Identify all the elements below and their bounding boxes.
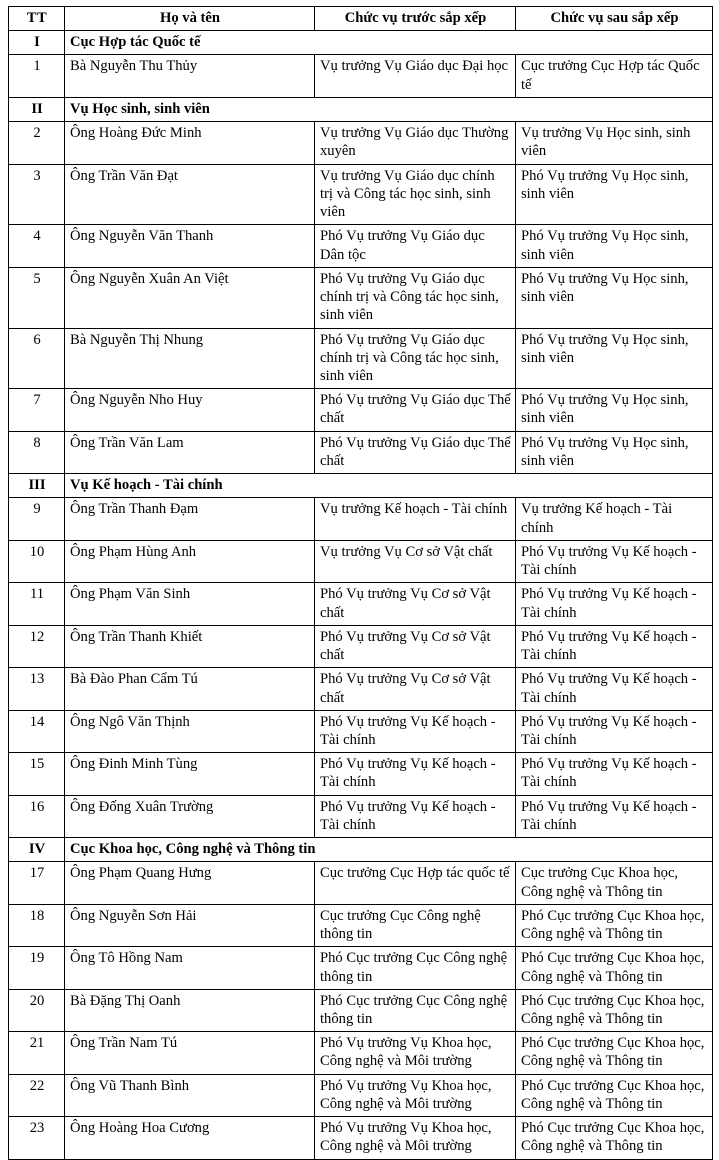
position-after: Phó Cục trưởng Cục Khoa học, Công nghệ và Thông tin <box>516 989 713 1031</box>
table-body <box>9 31 713 1159</box>
row-index: 1 <box>9 55 65 97</box>
position-before: Phó Vụ trưởng Vụ Giáo dục Thể chất <box>315 431 516 473</box>
row-index: 10 <box>9 540 65 582</box>
position-before: Vụ trưởng Vụ Giáo dục Đại học <box>315 55 516 97</box>
table-row <box>9 1074 713 1116</box>
column-header-position-before: Chức vụ trước sắp xếp <box>315 7 516 31</box>
table-row <box>9 540 713 582</box>
position-before: Phó Vụ trưởng Vụ Giáo dục Dân tộc <box>315 225 516 267</box>
row-index: 12 <box>9 625 65 667</box>
position-before: Vụ trưởng Vụ Giáo dục Thường xuyên <box>315 122 516 164</box>
row-index: 3 <box>9 164 65 225</box>
person-name: Ông Tô Hồng Nam <box>65 947 315 989</box>
row-index: 23 <box>9 1117 65 1159</box>
table-row <box>9 583 713 625</box>
position-after: Phó Vụ trưởng Vụ Học sinh, sinh viên <box>516 164 713 225</box>
group-numeral: III <box>9 474 65 498</box>
row-index: 11 <box>9 583 65 625</box>
row-index: 14 <box>9 710 65 752</box>
table-row <box>9 947 713 989</box>
person-name: Ông Phạm Văn Sinh <box>65 583 315 625</box>
position-before: Cục trưởng Cục Hợp tác quốc tế <box>315 862 516 904</box>
position-after: Phó Cục trưởng Cục Khoa học, Công nghệ và Thông tin <box>516 904 713 946</box>
position-after: Cục trưởng Cục Hợp tác Quốc tế <box>516 55 713 97</box>
row-index: 9 <box>9 498 65 540</box>
row-index: 17 <box>9 862 65 904</box>
table-row <box>9 389 713 431</box>
person-name: Bà Đặng Thị Oanh <box>65 989 315 1031</box>
position-after: Phó Vụ trưởng Vụ Kế hoạch - Tài chính <box>516 625 713 667</box>
position-before: Phó Vụ trưởng Vụ Khoa học, Công nghệ và Môi trường <box>315 1032 516 1074</box>
position-after: Cục trưởng Cục Khoa học, Công nghệ và Thông tin <box>516 862 713 904</box>
position-after: Phó Vụ trưởng Vụ Học sinh, sinh viên <box>516 431 713 473</box>
table-row <box>9 989 713 1031</box>
position-after: Phó Vụ trưởng Vụ Học sinh, sinh viên <box>516 328 713 389</box>
group-numeral: II <box>9 97 65 121</box>
position-before: Phó Cục trưởng Cục Công nghệ thông tin <box>315 989 516 1031</box>
table-row <box>9 710 713 752</box>
table-row <box>9 225 713 267</box>
position-before: Phó Vụ trưởng Vụ Cơ sở Vật chất <box>315 625 516 667</box>
table-row <box>9 431 713 473</box>
position-after: Phó Vụ trưởng Vụ Kế hoạch - Tài chính <box>516 753 713 795</box>
person-name: Ông Trần Nam Tú <box>65 1032 315 1074</box>
person-name: Ông Hoàng Đức Minh <box>65 122 315 164</box>
row-index: 7 <box>9 389 65 431</box>
row-index: 5 <box>9 267 65 328</box>
person-name: Ông Nguyễn Nho Huy <box>65 389 315 431</box>
position-after: Phó Cục trưởng Cục Khoa học, Công nghệ và Thông tin <box>516 1117 713 1159</box>
person-name: Ông Ngô Văn Thịnh <box>65 710 315 752</box>
person-name: Ông Nguyễn Sơn Hải <box>65 904 315 946</box>
row-index: 19 <box>9 947 65 989</box>
position-after: Phó Vụ trưởng Vụ Kế hoạch - Tài chính <box>516 583 713 625</box>
table-row <box>9 1032 713 1074</box>
person-name: Ông Trần Văn Đạt <box>65 164 315 225</box>
position-before: Vụ trưởng Kế hoạch - Tài chính <box>315 498 516 540</box>
row-index: 13 <box>9 668 65 710</box>
position-after: Phó Cục trưởng Cục Khoa học, Công nghệ và Thông tin <box>516 1032 713 1074</box>
group-title: Cục Hợp tác Quốc tế <box>65 31 713 55</box>
row-index: 6 <box>9 328 65 389</box>
table-row <box>9 498 713 540</box>
person-name: Ông Đống Xuân Trường <box>65 795 315 837</box>
table-row <box>9 267 713 328</box>
row-index: 4 <box>9 225 65 267</box>
row-index: 22 <box>9 1074 65 1116</box>
column-header-name: Họ và tên <box>65 7 315 31</box>
position-before: Phó Vụ trưởng Vụ Giáo dục Thể chất <box>315 389 516 431</box>
position-after: Vụ trưởng Kế hoạch - Tài chính <box>516 498 713 540</box>
person-name: Bà Đào Phan Cẩm Tú <box>65 668 315 710</box>
position-before: Phó Vụ trưởng Vụ Kế hoạch - Tài chính <box>315 710 516 752</box>
position-before: Phó Cục trưởng Cục Công nghệ thông tin <box>315 947 516 989</box>
position-after: Phó Vụ trưởng Vụ Học sinh, sinh viên <box>516 389 713 431</box>
position-before: Vụ trưởng Vụ Cơ sở Vật chất <box>315 540 516 582</box>
row-index: 20 <box>9 989 65 1031</box>
group-title: Vụ Kế hoạch - Tài chính <box>65 474 713 498</box>
position-before: Phó Vụ trưởng Vụ Cơ sở Vật chất <box>315 668 516 710</box>
row-index: 21 <box>9 1032 65 1074</box>
table-row <box>9 1117 713 1159</box>
table-group-row <box>9 31 713 55</box>
position-before: Phó Vụ trưởng Vụ Cơ sở Vật chất <box>315 583 516 625</box>
table-row <box>9 904 713 946</box>
position-after: Vụ trưởng Vụ Học sinh, sinh viên <box>516 122 713 164</box>
position-before: Phó Vụ trưởng Vụ Giáo dục chính trị và Công tác học sinh, sinh viên <box>315 267 516 328</box>
column-header-position-after: Chức vụ sau sắp xếp <box>516 7 713 31</box>
person-name: Bà Nguyễn Thu Thủy <box>65 55 315 97</box>
table-row <box>9 795 713 837</box>
person-name: Ông Nguyễn Văn Thanh <box>65 225 315 267</box>
person-name: Ông Trần Thanh Khiết <box>65 625 315 667</box>
position-before: Phó Vụ trưởng Vụ Kế hoạch - Tài chính <box>315 753 516 795</box>
position-before: Phó Vụ trưởng Vụ Khoa học, Công nghệ và Môi trường <box>315 1117 516 1159</box>
position-before: Vụ trưởng Vụ Giáo dục chính trị và Công tác học sinh, sinh viên <box>315 164 516 225</box>
table-row <box>9 55 713 97</box>
row-index: 18 <box>9 904 65 946</box>
table-row <box>9 753 713 795</box>
group-numeral: I <box>9 31 65 55</box>
position-after: Phó Vụ trưởng Vụ Học sinh, sinh viên <box>516 225 713 267</box>
table-row <box>9 164 713 225</box>
position-after: Phó Vụ trưởng Vụ Học sinh, sinh viên <box>516 267 713 328</box>
person-name: Ông Hoàng Hoa Cương <box>65 1117 315 1159</box>
position-before: Phó Vụ trưởng Vụ Giáo dục chính trị và Công tác học sinh, sinh viên <box>315 328 516 389</box>
group-title: Cục Khoa học, Công nghệ và Thông tin <box>65 838 713 862</box>
position-after: Phó Cục trưởng Cục Khoa học, Công nghệ và Thông tin <box>516 1074 713 1116</box>
position-before: Phó Vụ trưởng Vụ Kế hoạch - Tài chính <box>315 795 516 837</box>
position-after: Phó Vụ trưởng Vụ Kế hoạch - Tài chính <box>516 710 713 752</box>
table-row <box>9 625 713 667</box>
table-row <box>9 328 713 389</box>
table-group-row <box>9 838 713 862</box>
column-header-tt: TT <box>9 7 65 31</box>
person-name: Ông Trần Văn Lam <box>65 431 315 473</box>
table-row <box>9 862 713 904</box>
table-group-row <box>9 474 713 498</box>
person-name: Bà Nguyễn Thị Nhung <box>65 328 315 389</box>
row-index: 15 <box>9 753 65 795</box>
group-title: Vụ Học sinh, sinh viên <box>65 97 713 121</box>
position-before: Phó Vụ trưởng Vụ Khoa học, Công nghệ và Môi trường <box>315 1074 516 1116</box>
table-header <box>9 7 713 31</box>
table-row <box>9 122 713 164</box>
group-numeral: IV <box>9 838 65 862</box>
person-name: Ông Phạm Hùng Anh <box>65 540 315 582</box>
person-name: Ông Trần Thanh Đạm <box>65 498 315 540</box>
person-name: Ông Vũ Thanh Bình <box>65 1074 315 1116</box>
position-after: Phó Cục trưởng Cục Khoa học, Công nghệ và Thông tin <box>516 947 713 989</box>
table-group-row <box>9 97 713 121</box>
position-after: Phó Vụ trưởng Vụ Kế hoạch - Tài chính <box>516 668 713 710</box>
personnel-table <box>8 6 713 1160</box>
row-index: 16 <box>9 795 65 837</box>
position-before: Cục trưởng Cục Công nghệ thông tin <box>315 904 516 946</box>
person-name: Ông Phạm Quang Hưng <box>65 862 315 904</box>
table-header-row <box>9 7 713 31</box>
table-row <box>9 668 713 710</box>
position-after: Phó Vụ trưởng Vụ Kế hoạch - Tài chính <box>516 795 713 837</box>
position-after: Phó Vụ trưởng Vụ Kế hoạch - Tài chính <box>516 540 713 582</box>
person-name: Ông Đinh Minh Tùng <box>65 753 315 795</box>
row-index: 2 <box>9 122 65 164</box>
person-name: Ông Nguyễn Xuân An Việt <box>65 267 315 328</box>
row-index: 8 <box>9 431 65 473</box>
